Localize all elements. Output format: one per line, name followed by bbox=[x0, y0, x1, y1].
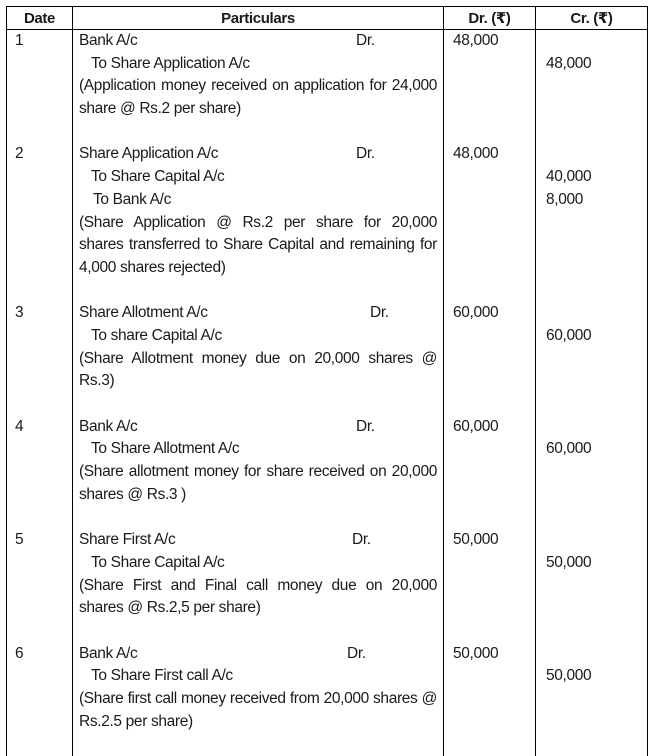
credit-amount: 50,000 bbox=[546, 667, 592, 685]
debit-amount: 48,000 bbox=[453, 145, 499, 163]
narration: (Share Application @ Rs.2 per share for 20,000 shares transferred to Share Capital and remaining for 4,000 shares rejected) bbox=[79, 213, 437, 276]
debit-account: Bank A/c bbox=[79, 417, 138, 435]
debit-amount: 50,000 bbox=[453, 531, 499, 549]
credit-account: To Share Capital A/c bbox=[91, 553, 225, 571]
header-row bbox=[7, 7, 648, 30]
journal-entry bbox=[7, 416, 648, 529]
entry-spacer bbox=[79, 620, 437, 643]
debit-account: Share Allotment A/c bbox=[79, 304, 208, 322]
credit-account: To Share Allotment A/c bbox=[91, 440, 240, 458]
narration: (Share Allotment money due on 20,000 shares @ Rs.3) bbox=[79, 349, 437, 390]
credit-amount-cell bbox=[536, 643, 648, 756]
dr-label: Dr. bbox=[356, 145, 375, 163]
narration: (Application money received on application for 24,000 share @ Rs.2 per share) bbox=[79, 77, 437, 118]
dr-label: Dr. bbox=[356, 417, 375, 435]
debit-amount-cell bbox=[444, 643, 536, 756]
narration: (Share First and Final call money due on 20,000 shares @ Rs.2,5 per share) bbox=[79, 576, 437, 617]
credit-amount: 50,000 bbox=[546, 553, 592, 571]
journal-entry bbox=[7, 30, 648, 144]
cell-spacer bbox=[546, 643, 641, 666]
dr-label: Dr. bbox=[356, 32, 375, 49]
debit-amount-cell bbox=[444, 416, 536, 529]
credit-account: To Share Capital A/c bbox=[91, 168, 225, 186]
credit-amount-cell bbox=[536, 30, 648, 144]
credit-amount-cell bbox=[536, 143, 648, 302]
cell-spacer bbox=[546, 416, 641, 439]
entry-date: 5 bbox=[7, 529, 73, 642]
entry-particulars bbox=[73, 529, 444, 642]
cell-spacer bbox=[546, 302, 641, 325]
entry-spacer bbox=[79, 507, 437, 530]
dr-label: Dr. bbox=[352, 531, 371, 549]
credit-account: To share Capital A/c bbox=[91, 327, 222, 345]
debit-account: Bank A/c bbox=[79, 32, 138, 49]
entry-particulars bbox=[73, 30, 444, 144]
narration: (Share allotment money for share received on 20,000 shares @ Rs.3 ) bbox=[79, 463, 437, 503]
dr-label: Dr. bbox=[347, 644, 366, 662]
credit-amount: 48,000 bbox=[546, 54, 592, 72]
debit-account-line bbox=[79, 416, 437, 439]
header-credit: Cr. (₹) bbox=[536, 7, 648, 30]
header-date: Date bbox=[7, 7, 73, 30]
journal-entry bbox=[7, 529, 648, 642]
cell-spacer bbox=[546, 529, 641, 552]
credit-account: To Bank A/c bbox=[93, 190, 172, 208]
entry-date: 6 bbox=[7, 643, 73, 756]
debit-amount: 60,000 bbox=[453, 304, 499, 322]
dr-label: Dr. bbox=[370, 304, 389, 322]
entry-particulars bbox=[73, 416, 444, 529]
debit-amount-cell bbox=[444, 30, 536, 144]
debit-account-line bbox=[79, 302, 437, 325]
header-particulars: Particulars bbox=[73, 7, 444, 30]
credit-amount: 60,000 bbox=[546, 327, 592, 345]
debit-account: Share First A/c bbox=[79, 531, 176, 549]
entry-date: 1 bbox=[7, 30, 73, 144]
credit-amount: 60,000 bbox=[546, 440, 592, 458]
credit-amount-cell bbox=[536, 529, 648, 642]
credit-amount: 40,000 bbox=[546, 168, 592, 186]
entry-spacer bbox=[79, 280, 437, 303]
debit-amount: 48,000 bbox=[453, 32, 499, 49]
debit-amount: 60,000 bbox=[453, 417, 499, 435]
debit-amount-cell bbox=[444, 143, 536, 302]
header-debit: Dr. (₹) bbox=[444, 7, 536, 30]
debit-account-line bbox=[79, 143, 437, 166]
debit-account: Bank A/c bbox=[79, 644, 138, 662]
journal-entries-table bbox=[6, 6, 648, 756]
debit-amount-cell bbox=[444, 302, 536, 415]
entry-particulars bbox=[73, 302, 444, 415]
entry-date: 3 bbox=[7, 302, 73, 415]
narration: (Share first call money received from 20,000 shares @ Rs.2.5 per share) bbox=[79, 690, 437, 730]
cell-spacer bbox=[546, 30, 641, 53]
credit-account: To Share First call A/c bbox=[91, 667, 233, 685]
credit-amount-cell bbox=[536, 416, 648, 529]
debit-account: Share Application A/c bbox=[79, 145, 219, 163]
journal-entry bbox=[7, 143, 648, 302]
entry-particulars bbox=[73, 643, 444, 756]
debit-account-line bbox=[79, 643, 437, 666]
debit-account-line bbox=[79, 30, 437, 53]
entry-spacer bbox=[79, 393, 437, 416]
entry-date: 2 bbox=[7, 143, 73, 302]
credit-amount-cell bbox=[536, 302, 648, 415]
entry-particulars bbox=[73, 143, 444, 302]
journal-entry bbox=[7, 302, 648, 415]
debit-account-line bbox=[79, 529, 437, 552]
debit-amount: 50,000 bbox=[453, 644, 499, 662]
entry-spacer bbox=[79, 121, 437, 144]
credit-account: To Share Application A/c bbox=[91, 54, 250, 72]
cell-spacer bbox=[546, 143, 641, 166]
entry-date: 4 bbox=[7, 416, 73, 529]
debit-amount-cell bbox=[444, 529, 536, 642]
journal-entry bbox=[7, 643, 648, 756]
credit-amount: 8,000 bbox=[546, 190, 584, 208]
